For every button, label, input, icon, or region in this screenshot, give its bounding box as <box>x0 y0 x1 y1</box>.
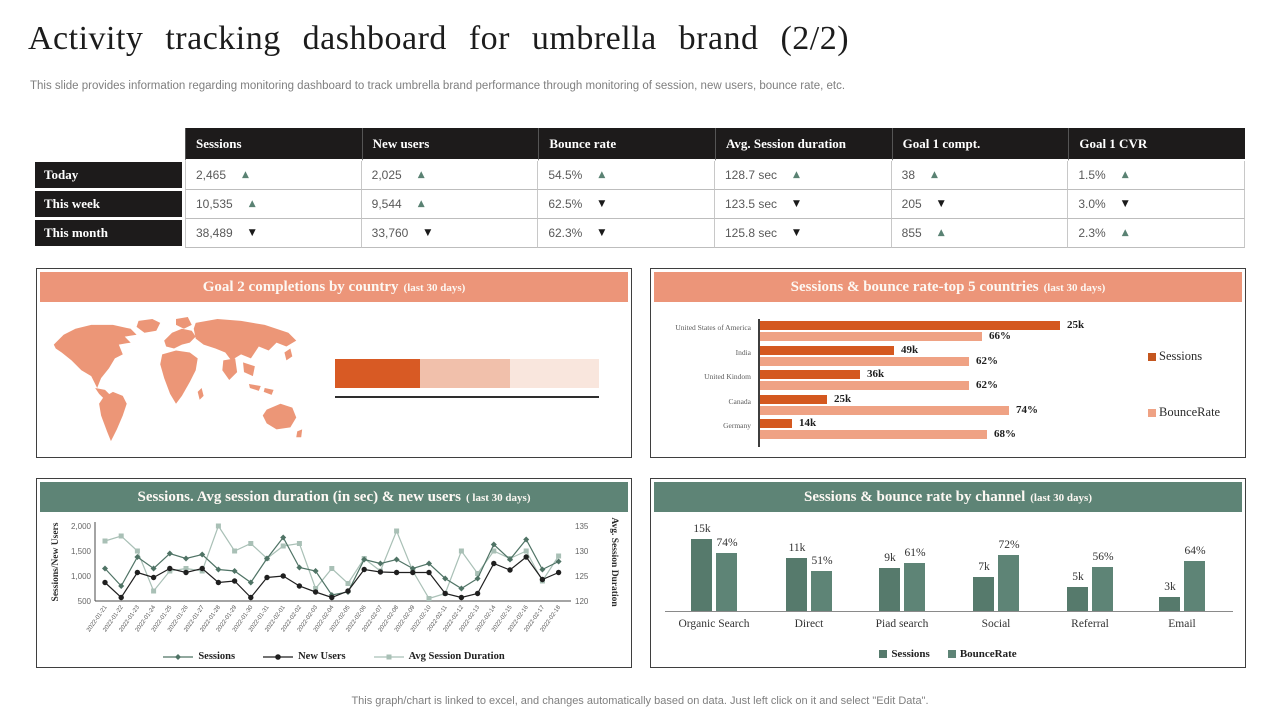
kpi-row-label: This month <box>35 219 185 248</box>
kpi-table <box>35 128 1245 248</box>
goal2-bar-segment <box>335 359 420 388</box>
svg-text:2022-02-15: 2022-02-15 <box>491 604 514 634</box>
bouncerate-bar <box>760 357 969 366</box>
svg-text:2022-01-23: 2022-01-23 <box>118 604 142 634</box>
kpi-cell <box>185 190 362 219</box>
country-row <box>651 370 1245 390</box>
trend-up-icon: ▲ <box>931 170 938 180</box>
legend-item-avg-session-duration <box>374 651 505 662</box>
kpi-value: 38,489 <box>196 226 233 240</box>
sessions-bar <box>760 395 827 404</box>
svg-text:2022-01-30: 2022-01-30 <box>231 604 255 634</box>
kpi-value: 123.5 sec <box>725 197 778 211</box>
sessions-value-label: 15k <box>693 523 711 535</box>
svg-text:2022-02-18: 2022-02-18 <box>539 604 563 634</box>
channel-legend <box>651 648 1245 660</box>
channel-label: Direct <box>794 618 824 630</box>
legend-item-sessions <box>163 651 235 662</box>
trend-up-icon: ▲ <box>598 170 606 180</box>
channel-label: Piad search <box>875 618 929 630</box>
kpi-cell <box>1068 219 1245 248</box>
panel-top5-header <box>654 272 1242 302</box>
sessions-swatch-icon <box>1148 353 1156 361</box>
bouncerate-bar <box>760 406 1009 415</box>
panel-goal2-header <box>40 272 628 302</box>
country-label: Canada <box>728 396 751 406</box>
trend-up-icon: ▲ <box>248 199 256 209</box>
kpi-cell <box>538 219 715 248</box>
goal2-stacked-bar <box>335 359 599 388</box>
bar-value-label: 25k <box>834 392 852 405</box>
bar-value-label: 74% <box>1016 403 1038 416</box>
sessions-bar <box>760 321 1060 330</box>
svg-text:2022-02-07: 2022-02-07 <box>361 604 385 634</box>
kpi-value: 855 <box>901 226 922 240</box>
goal2-underline <box>335 396 599 398</box>
legend-label: Sessions <box>891 648 930 660</box>
channel-bars-area <box>651 479 1245 667</box>
kpi-cell <box>538 190 715 219</box>
svg-text:2022-02-09: 2022-02-09 <box>393 604 417 634</box>
trend-up-icon: ▲ <box>417 170 425 180</box>
bouncerate-bar <box>760 381 969 390</box>
bouncerate-column <box>716 553 737 611</box>
kpi-cell <box>715 161 892 190</box>
country-label: Germany <box>723 421 751 430</box>
svg-text:2022-01-31: 2022-01-31 <box>248 604 271 634</box>
bouncerate-value-label: 56% <box>1092 551 1114 564</box>
sessions-value-label: 3k <box>1164 580 1176 593</box>
legend-item-sessions <box>879 648 930 660</box>
legend-item-new-users <box>263 651 346 662</box>
kpi-cell <box>362 190 539 219</box>
kpi-value: 33,760 <box>371 226 409 240</box>
bouncerate-value-label: 72% <box>998 538 1020 551</box>
channel-label: Organic Search <box>678 618 750 630</box>
svg-text:2022-02-10: 2022-02-10 <box>410 604 433 634</box>
bouncerate-bar-line <box>760 403 1038 416</box>
kpi-cell <box>715 219 892 248</box>
channel-label: Referral <box>1071 618 1109 630</box>
circle-marker-icon <box>263 652 293 662</box>
goal2-bar-segment <box>420 359 510 388</box>
kpi-value: 128.7 sec <box>725 168 778 182</box>
kpi-cell <box>892 190 1069 219</box>
legend-sessions-label: Sessions <box>1159 349 1203 363</box>
svg-text:2022-02-03: 2022-02-03 <box>296 604 320 634</box>
bouncerate-column <box>904 563 925 611</box>
kpi-row-label: This week <box>35 190 185 219</box>
trend-down-icon: ▼ <box>793 228 800 238</box>
kpi-cell <box>185 161 362 190</box>
bouncerate-swatch-icon <box>1148 409 1156 417</box>
page-subtitle: This slide provides information regarding monitoring dashboard to track umbrella brand performance through monitoring of session, new users, bounce rate, etc. <box>30 80 846 92</box>
kpi-row-label: Today <box>35 161 185 190</box>
trend-up-icon: ▲ <box>1121 228 1129 238</box>
sessions-bar <box>760 419 792 428</box>
panel-line-header <box>40 482 628 512</box>
sessions-column <box>691 539 712 611</box>
bar-value-label: 62% <box>976 379 998 391</box>
bouncerate-bar-line <box>760 332 1011 341</box>
country-label: United Kindom <box>704 372 751 381</box>
panel-goal2-title: Goal 2 completions by country <box>202 278 399 295</box>
bar-value-label: 36k <box>867 368 885 380</box>
panel-goal2-completions[interactable] <box>36 268 632 458</box>
kpi-value: 1.5% <box>1078 168 1106 182</box>
kpi-value: 125.8 sec <box>725 226 778 240</box>
sessions-column <box>1067 587 1088 611</box>
kpi-value: 62.3% <box>548 226 583 240</box>
trend-down-icon: ▼ <box>793 199 800 209</box>
world-map <box>47 315 305 453</box>
sessions-column <box>1159 597 1180 611</box>
bouncerate-bar-line <box>760 430 1016 439</box>
svg-text:2022-02-02: 2022-02-02 <box>280 604 304 634</box>
country-label: India <box>735 347 751 357</box>
svg-text:2022-02-11: 2022-02-11 <box>426 604 449 633</box>
kpi-value: 3.0% <box>1078 197 1106 211</box>
bar-value-label: 66% <box>989 330 1011 342</box>
svg-text:2022-01-29: 2022-01-29 <box>215 604 239 634</box>
trend-down-icon: ▼ <box>937 199 945 209</box>
bar-value-label: 62% <box>976 354 998 367</box>
svg-text:2022-01-28: 2022-01-28 <box>199 604 223 634</box>
panel-top5-title: Sessions & bounce rate-top 5 countries <box>790 278 1039 295</box>
kpi-value: 9,544 <box>371 197 402 211</box>
kpi-value: 10,535 <box>196 197 233 211</box>
sessions-bar-line <box>760 321 1084 330</box>
trend-up-icon: ▲ <box>793 170 800 180</box>
svg-text:130: 130 <box>575 547 589 556</box>
kpi-cell <box>1068 161 1245 190</box>
kpi-value: 62.5% <box>548 197 583 211</box>
bouncerate-bar <box>760 332 982 341</box>
channel-label: Social <box>981 618 1011 630</box>
sessions-value-label: 7k <box>978 561 990 574</box>
svg-text:2022-02-13: 2022-02-13 <box>458 604 482 634</box>
svg-text:2022-02-05: 2022-02-05 <box>329 604 352 634</box>
svg-text:2022-02-14: 2022-02-14 <box>474 604 498 634</box>
kpi-column-header: Goal 1 compt. <box>892 128 1069 161</box>
sessions-bar <box>760 346 894 355</box>
bouncerate-value-label: 64% <box>1184 545 1206 558</box>
svg-text:2022-02-12: 2022-02-12 <box>442 604 466 634</box>
legend-swatch-icon <box>948 650 956 658</box>
panel-channel-title-suffix: (last 30 days) <box>1030 492 1092 504</box>
svg-text:2022-01-24: 2022-01-24 <box>134 604 158 634</box>
svg-text:2022-02-08: 2022-02-08 <box>377 604 401 634</box>
sessions-value-label: 9k <box>884 551 896 564</box>
panel-top5-countries[interactable] <box>650 268 1246 458</box>
svg-text:2,000: 2,000 <box>70 522 91 531</box>
legend-item-bouncerate <box>1148 405 1220 420</box>
sessions-column <box>879 568 900 611</box>
panel-goal2-title-suffix: (last 30 days) <box>403 282 466 294</box>
bar-value-label: 14k <box>799 417 817 429</box>
kpi-value: 38 <box>901 168 916 182</box>
goal2-bar-segment <box>510 359 599 388</box>
channel-baseline <box>665 611 1233 612</box>
kpi-cell <box>538 161 715 190</box>
bouncerate-value-label: 61% <box>904 547 926 560</box>
kpi-cell <box>1068 190 1245 219</box>
panel-line-title: Sessions. Avg session duration (in sec) & new users <box>137 488 462 505</box>
square-marker-icon <box>374 652 404 662</box>
trend-up-icon: ▲ <box>417 199 425 209</box>
svg-text:1,500: 1,500 <box>70 547 91 556</box>
svg-text:2022-02-16: 2022-02-16 <box>507 604 530 634</box>
kpi-cell <box>892 161 1069 190</box>
kpi-value: 2,465 <box>196 168 227 182</box>
kpi-column-header: Avg. Session duration <box>715 128 892 161</box>
kpi-column-header: Goal 1 CVR <box>1068 128 1245 161</box>
svg-text:2022-02-06: 2022-02-06 <box>345 604 368 634</box>
bar-value-label: 49k <box>901 343 919 356</box>
bouncerate-bar-line <box>760 354 998 367</box>
sessions-column <box>973 577 994 611</box>
kpi-cell <box>185 219 362 248</box>
svg-text:1,000: 1,000 <box>70 572 91 581</box>
country-row <box>651 321 1245 341</box>
sessions-bar-line <box>760 343 919 356</box>
legend-label: Avg Session Duration <box>408 651 505 662</box>
svg-text:120: 120 <box>575 597 589 606</box>
panel-top5-title-suffix: (last 30 days) <box>1043 282 1106 294</box>
kpi-cell <box>892 219 1069 248</box>
kpi-value: 54.5% <box>548 168 583 182</box>
sessions-bar-line <box>760 419 816 428</box>
svg-text:2022-01-21: 2022-01-21 <box>86 604 109 634</box>
country-label: United States of America <box>675 323 751 332</box>
legend-label: New Users <box>298 651 346 662</box>
panel-by-channel[interactable] <box>650 478 1246 668</box>
kpi-column-header: Sessions <box>185 128 362 161</box>
slide-footer-note: This graph/chart is linked to excel, and changes automatically based on data. Just left click on it and select "Edit Data". <box>351 695 929 707</box>
line-chart <box>37 515 633 639</box>
panel-line-title-suffix: ( last 30 days) <box>466 492 531 504</box>
line-chart-legend <box>37 651 631 662</box>
svg-text:2022-02-01: 2022-02-01 <box>264 604 287 634</box>
panel-channel-title: Sessions & bounce rate by channel <box>803 488 1026 505</box>
kpi-cell <box>362 219 539 248</box>
diamond-marker-icon <box>163 652 193 662</box>
bar-value-label: 25k <box>1067 319 1085 331</box>
svg-text:2022-01-25: 2022-01-25 <box>150 604 174 634</box>
svg-text:500: 500 <box>77 597 91 606</box>
legend-item-bouncerate <box>948 648 1017 660</box>
legend-bouncerate-label: BounceRate <box>1159 405 1221 419</box>
page-title: Activity tracking dashboard for umbrella brand (2/2) <box>28 20 850 57</box>
kpi-cell <box>715 190 892 219</box>
svg-text:135: 135 <box>575 522 589 531</box>
legend-label: Sessions <box>198 651 236 662</box>
trend-down-icon: ▼ <box>598 199 606 209</box>
kpi-column-header: Bounce rate <box>538 128 715 161</box>
sessions-value-label: 11k <box>788 542 806 555</box>
sessions-bar-line <box>760 392 852 405</box>
top5-bars-area <box>651 321 1245 444</box>
trend-down-icon: ▼ <box>424 228 432 238</box>
trend-down-icon: ▼ <box>598 228 606 238</box>
legend-swatch-icon <box>879 650 887 658</box>
bouncerate-column <box>811 571 832 611</box>
kpi-corner-cell <box>35 128 185 161</box>
panel-sessions-line-chart[interactable] <box>36 478 632 668</box>
legend-label: BounceRate <box>959 648 1017 660</box>
legend-item-sessions <box>1148 349 1202 364</box>
svg-text:125: 125 <box>575 572 589 581</box>
bouncerate-value-label: 51% <box>811 555 833 568</box>
trend-down-icon: ▼ <box>248 228 256 238</box>
bouncerate-bar <box>760 430 987 439</box>
svg-text:2022-02-04: 2022-02-04 <box>312 604 336 634</box>
svg-text:2022-01-26: 2022-01-26 <box>167 604 190 634</box>
kpi-value: 2.3% <box>1078 226 1106 240</box>
bouncerate-value-label: 74% <box>716 537 738 550</box>
trend-up-icon: ▲ <box>1121 170 1129 180</box>
country-row <box>651 419 1245 439</box>
bouncerate-bar-line <box>760 381 998 390</box>
sessions-bar-line <box>760 370 884 379</box>
bar-value-label: 68% <box>994 428 1016 440</box>
trend-down-icon: ▼ <box>1121 199 1129 209</box>
left-axis-title: Sessions/New Users <box>51 522 61 602</box>
sessions-bar <box>760 370 860 379</box>
kpi-value: 2,025 <box>371 168 402 182</box>
svg-text:2022-02-17: 2022-02-17 <box>523 604 547 634</box>
channel-label: Email <box>1168 618 1196 630</box>
trend-up-icon: ▲ <box>937 228 945 238</box>
sessions-value-label: 5k <box>1072 571 1084 583</box>
right-axis-title: Avg. Session Duration <box>609 517 619 607</box>
kpi-column-header: New users <box>362 128 539 161</box>
kpi-value: 205 <box>901 197 922 211</box>
svg-text:2022-01-22: 2022-01-22 <box>102 604 125 634</box>
trend-up-icon: ▲ <box>242 170 249 180</box>
svg-text:2022-01-27: 2022-01-27 <box>183 604 206 634</box>
kpi-cell <box>362 161 539 190</box>
